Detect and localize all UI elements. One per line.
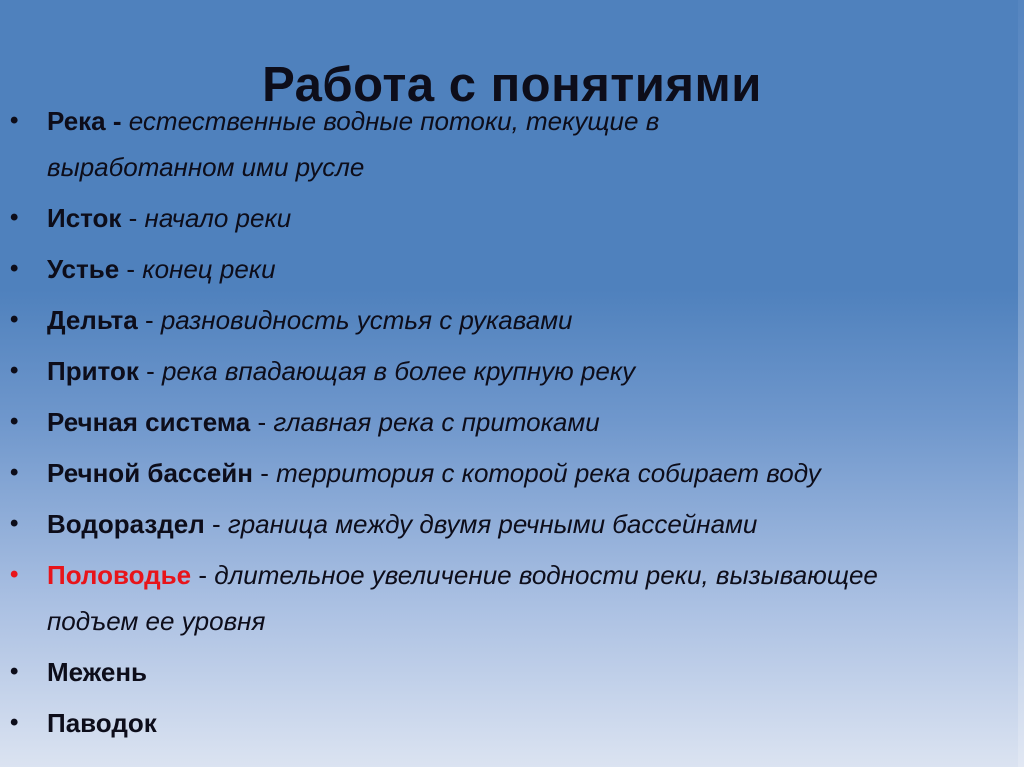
definition: территория с которой река собирает воду: [276, 458, 821, 488]
list-item-reka: [0, 98, 837, 190]
term: Половодье: [47, 560, 192, 590]
dash: -: [137, 305, 161, 335]
bullet-icon: •: [10, 459, 19, 486]
definition: естественные водные потоки, текущие в выработанном ими русле: [47, 106, 660, 182]
bullet-icon: •: [10, 658, 19, 685]
list-item-pavodok: [0, 700, 1010, 746]
slide-title: Работа с понятиями: [262, 57, 762, 112]
list-item-mezhen: [0, 649, 1010, 695]
bullet-icon: •: [10, 709, 19, 736]
dash: -: [138, 356, 162, 386]
term: Дельта: [47, 305, 138, 335]
term: Река: [47, 106, 106, 136]
definition: конец реки: [142, 254, 276, 284]
list-item-rechnaya-sistema: [0, 399, 1010, 445]
dash: -: [105, 106, 129, 136]
term: Исток: [47, 203, 122, 233]
list-item-polovodye: [0, 552, 897, 644]
list-item-pritok: [0, 348, 1010, 394]
bullet-icon: •: [10, 510, 19, 537]
term: Водораздел: [47, 509, 205, 539]
term: Паводок: [47, 708, 157, 738]
list-item-vodorazdel: [0, 501, 1010, 547]
definition: длительное увеличение водности реки, вызывающее подъем ее уровня: [47, 560, 878, 636]
terms-list: [0, 98, 1010, 751]
bullet-icon: •: [10, 357, 19, 384]
term: Приток: [47, 356, 139, 386]
dash: -: [250, 407, 274, 437]
dash: -: [204, 509, 228, 539]
term: Устье: [47, 254, 120, 284]
list-item-delta: [0, 297, 1010, 343]
term: Речная система: [47, 407, 251, 437]
bullet-icon: •: [10, 204, 19, 231]
dash: -: [191, 560, 215, 590]
definition: река впадающая в более крупную реку: [161, 356, 636, 386]
bullet-icon: •: [10, 255, 19, 282]
list-item-istok: [0, 195, 1010, 241]
definition: начало реки: [144, 203, 292, 233]
bullet-icon: •: [10, 561, 19, 588]
bullet-icon: •: [10, 107, 19, 134]
definition: граница между двумя речными бассейнами: [227, 509, 758, 539]
bullet-icon: •: [10, 408, 19, 435]
list-item-rechnoy-bassein: [0, 450, 1010, 496]
bullet-icon: •: [10, 306, 19, 333]
list-item-ustye: [0, 246, 1010, 292]
dash: -: [252, 458, 277, 488]
definition: разновидность устья с рукавами: [160, 305, 573, 335]
term: Межень: [47, 657, 148, 687]
dash: -: [121, 203, 145, 233]
dash: -: [119, 254, 143, 284]
term: Речной бассейн: [47, 458, 253, 488]
definition: главная река с притоками: [273, 407, 600, 437]
